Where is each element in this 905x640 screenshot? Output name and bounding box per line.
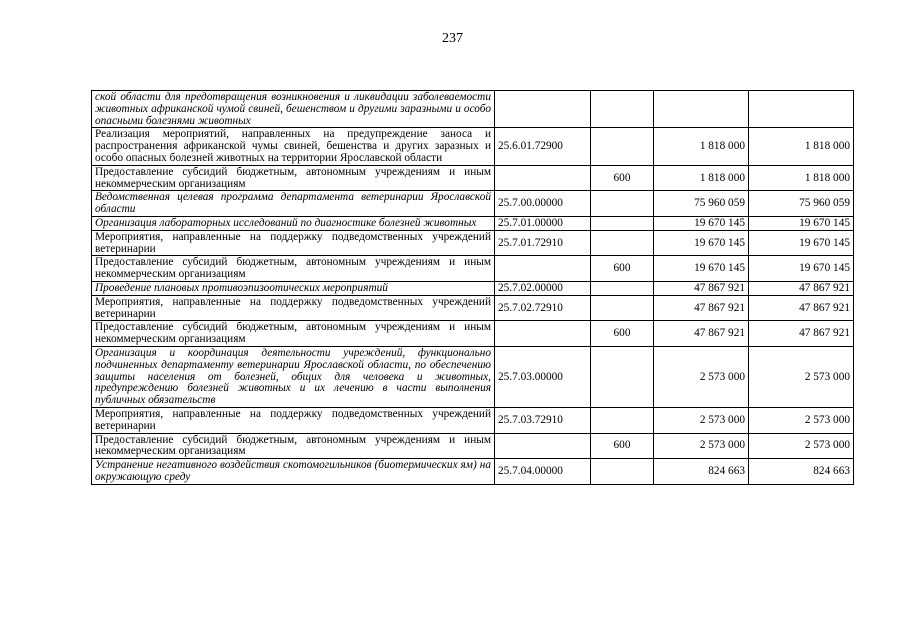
row-name-cell: Мероприятия, направленные на поддержку подведомственных учреждений ветеринарии bbox=[92, 230, 495, 256]
row-amount-1-cell: 47 867 921 bbox=[654, 321, 749, 347]
row-amount-2-cell: 824 663 bbox=[749, 459, 854, 485]
row-expense-type-cell: 600 bbox=[591, 256, 654, 282]
table-row bbox=[92, 321, 854, 347]
row-expense-type-cell bbox=[591, 281, 654, 295]
row-amount-1-cell: 75 960 059 bbox=[654, 191, 749, 217]
table-row bbox=[92, 346, 854, 407]
row-name-cell: Мероприятия, направленные на поддержку подведомственных учреждений ветеринарии bbox=[92, 407, 495, 433]
row-code-cell: 25.7.03.00000 bbox=[495, 346, 591, 407]
row-expense-type-cell bbox=[591, 346, 654, 407]
table-row bbox=[92, 128, 854, 165]
table-row bbox=[92, 230, 854, 256]
row-name-cell: Организация и координация деятельности учреждений, функционально подчиненных департаменту ветеринарии Ярославской области, по обеспечению защиты населения от болезней, общих для человека и животных, предупреждению болезней животных и их лечению в части выполнения публичных обязательств bbox=[92, 346, 495, 407]
row-name-cell: Предоставление субсидий бюджетным, автономным учреждениям и иным некоммерческим организациям bbox=[92, 256, 495, 282]
row-expense-type-cell bbox=[591, 459, 654, 485]
row-name-cell: Устранение негативного воздействия скотомогильников (биотермических ям) на окружающую среду bbox=[92, 459, 495, 485]
row-amount-1-cell: 1 818 000 bbox=[654, 165, 749, 191]
row-amount-1-cell: 47 867 921 bbox=[654, 281, 749, 295]
row-expense-type-cell: 600 bbox=[591, 321, 654, 347]
row-name-cell: Предоставление субсидий бюджетным, автономным учреждениям и иным некоммерческим организациям bbox=[92, 165, 495, 191]
row-amount-2-cell: 75 960 059 bbox=[749, 191, 854, 217]
row-expense-type-cell bbox=[591, 128, 654, 165]
row-code-cell: 25.7.02.72910 bbox=[495, 295, 591, 321]
row-amount-2-cell: 2 573 000 bbox=[749, 407, 854, 433]
row-name-cell: Предоставление субсидий бюджетным, автономным учреждениям и иным некоммерческим организациям bbox=[92, 321, 495, 347]
row-amount-1-cell: 2 573 000 bbox=[654, 346, 749, 407]
row-code-cell bbox=[495, 321, 591, 347]
row-amount-2-cell: 19 670 145 bbox=[749, 256, 854, 282]
row-amount-2-cell: 2 573 000 bbox=[749, 433, 854, 459]
row-amount-2-cell: 19 670 145 bbox=[749, 216, 854, 230]
row-code-cell: 25.7.00.00000 bbox=[495, 191, 591, 217]
table-row bbox=[92, 191, 854, 217]
table-row bbox=[92, 281, 854, 295]
row-code-cell: 25.7.01.00000 bbox=[495, 216, 591, 230]
row-amount-2-cell: 47 867 921 bbox=[749, 321, 854, 347]
row-expense-type-cell bbox=[591, 216, 654, 230]
row-name-cell: Реализация мероприятий, направленных на предупреждение заноса и распространения африканской чумы свиней, бешенства и других заразных и особо опасных болезней животных на территории Ярославской области bbox=[92, 128, 495, 165]
row-amount-2-cell: 47 867 921 bbox=[749, 281, 854, 295]
row-amount-2-cell: 1 818 000 bbox=[749, 165, 854, 191]
row-code-cell: 25.7.03.72910 bbox=[495, 407, 591, 433]
budget-table bbox=[91, 90, 854, 485]
row-expense-type-cell bbox=[591, 230, 654, 256]
row-name-cell: Предоставление субсидий бюджетным, автономным учреждениям и иным некоммерческим организациям bbox=[92, 433, 495, 459]
page-number: 237 bbox=[442, 31, 463, 46]
row-amount-2-cell: 2 573 000 bbox=[749, 346, 854, 407]
row-amount-1-cell: 47 867 921 bbox=[654, 295, 749, 321]
row-code-cell bbox=[495, 91, 591, 128]
table-row bbox=[92, 91, 854, 128]
row-code-cell bbox=[495, 256, 591, 282]
row-amount-1-cell: 19 670 145 bbox=[654, 256, 749, 282]
row-code-cell bbox=[495, 165, 591, 191]
row-amount-1-cell: 2 573 000 bbox=[654, 407, 749, 433]
row-code-cell: 25.7.01.72910 bbox=[495, 230, 591, 256]
budget-table-body bbox=[92, 91, 854, 485]
row-expense-type-cell bbox=[591, 295, 654, 321]
table-row bbox=[92, 433, 854, 459]
table-row bbox=[92, 256, 854, 282]
table-row bbox=[92, 407, 854, 433]
row-amount-2-cell: 19 670 145 bbox=[749, 230, 854, 256]
row-name-cell: Ведомственная целевая программа департамента ветеринарии Ярославской области bbox=[92, 191, 495, 217]
table-row bbox=[92, 165, 854, 191]
row-amount-2-cell: 1 818 000 bbox=[749, 128, 854, 165]
row-code-cell: 25.7.02.00000 bbox=[495, 281, 591, 295]
row-expense-type-cell: 600 bbox=[591, 165, 654, 191]
row-amount-1-cell: 2 573 000 bbox=[654, 433, 749, 459]
table-row bbox=[92, 295, 854, 321]
row-amount-1-cell bbox=[654, 91, 749, 128]
row-expense-type-cell bbox=[591, 407, 654, 433]
row-name-cell: Проведение плановых противоэпизоотических мероприятий bbox=[92, 281, 495, 295]
row-name-cell: ской области для предотвращения возникновения и ликвидации заболеваемости животных африканской чумой свиней, бешенством и другими заразными и особо опасными болезнями животных bbox=[92, 91, 495, 128]
row-code-cell: 25.6.01.72900 bbox=[495, 128, 591, 165]
row-name-cell: Мероприятия, направленные на поддержку подведомственных учреждений ветеринарии bbox=[92, 295, 495, 321]
row-amount-1-cell: 824 663 bbox=[654, 459, 749, 485]
table-row bbox=[92, 459, 854, 485]
row-code-cell: 25.7.04.00000 bbox=[495, 459, 591, 485]
table-row bbox=[92, 216, 854, 230]
row-amount-1-cell: 1 818 000 bbox=[654, 128, 749, 165]
row-amount-1-cell: 19 670 145 bbox=[654, 216, 749, 230]
row-expense-type-cell bbox=[591, 91, 654, 128]
row-name-cell: Организация лабораторных исследований по диагностике болезней животных bbox=[92, 216, 495, 230]
row-code-cell bbox=[495, 433, 591, 459]
row-expense-type-cell bbox=[591, 191, 654, 217]
row-amount-2-cell bbox=[749, 91, 854, 128]
row-amount-2-cell: 47 867 921 bbox=[749, 295, 854, 321]
row-expense-type-cell: 600 bbox=[591, 433, 654, 459]
row-amount-1-cell: 19 670 145 bbox=[654, 230, 749, 256]
